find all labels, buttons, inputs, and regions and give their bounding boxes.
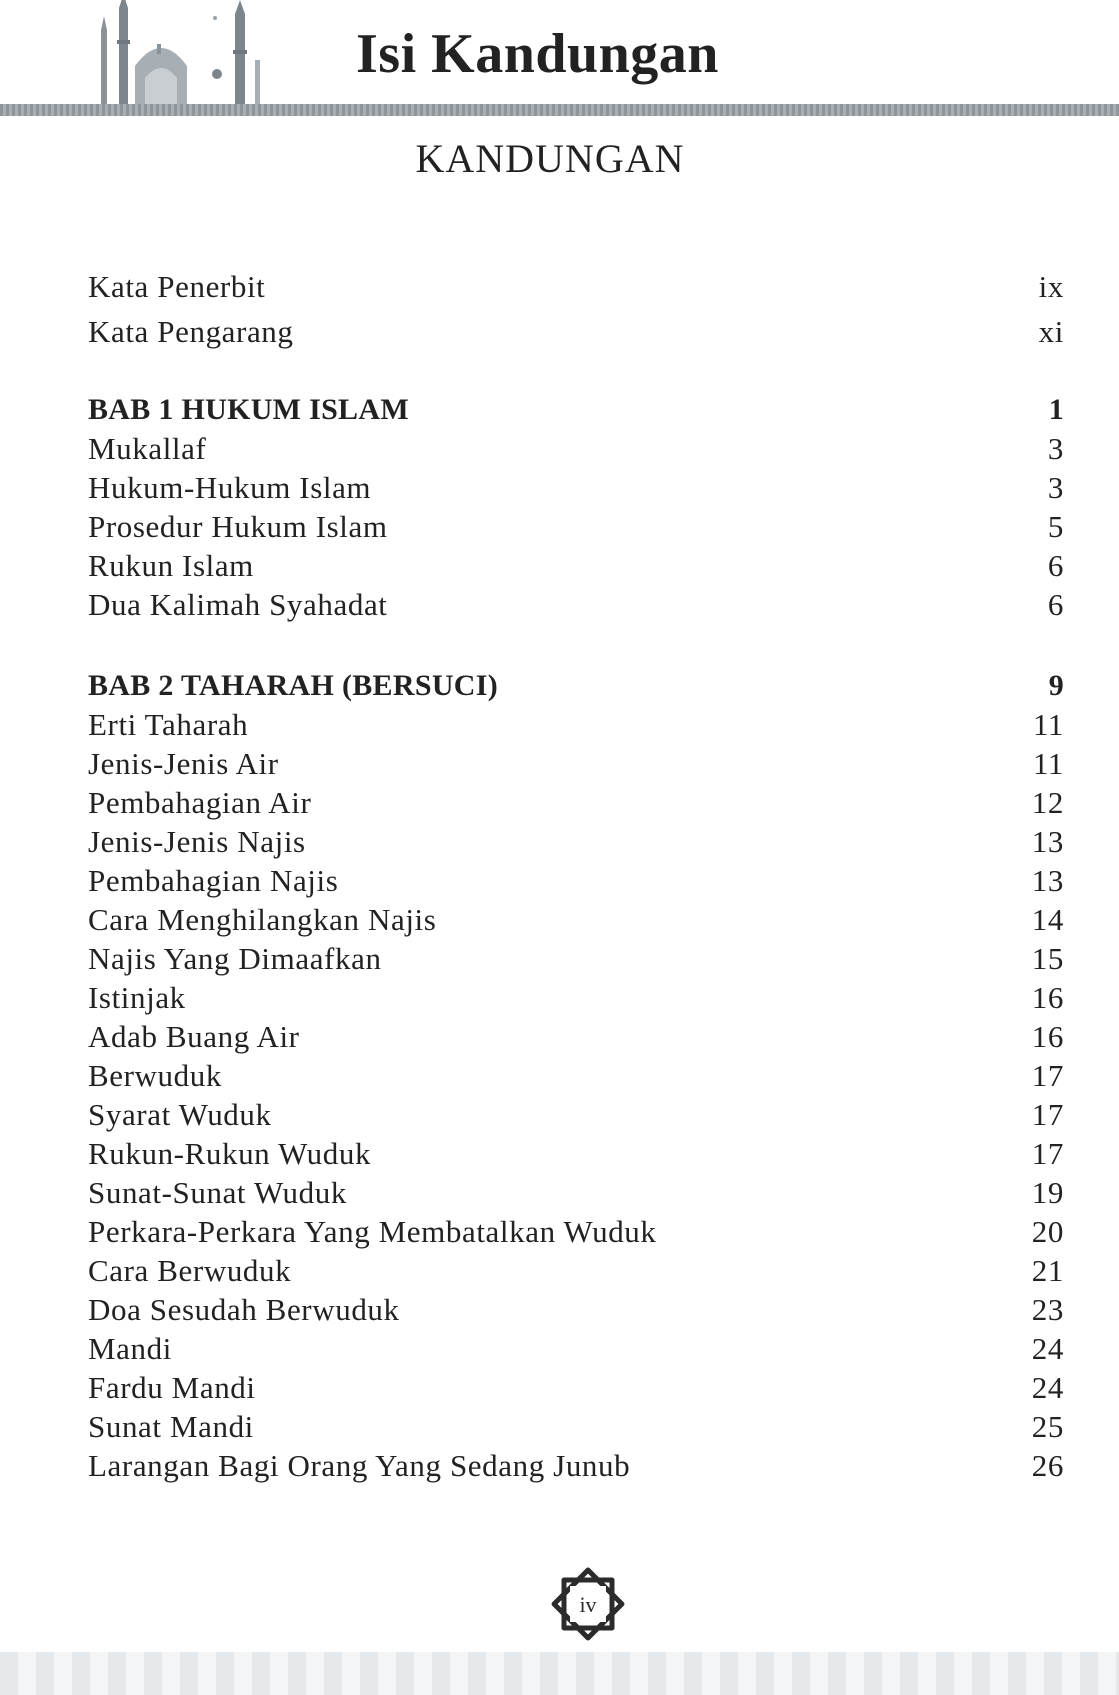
toc-entry[interactable] [88,900,1064,939]
toc-entry-label: Hukum-Hukum Islam [88,470,372,505]
toc-entry-page: 19 [1031,1175,1064,1210]
toc-entry[interactable] [88,705,1064,744]
toc-entry-page: 13 [1031,824,1064,859]
toc-entry[interactable] [88,267,1064,312]
toc-entry-page: 16 [1031,1019,1064,1054]
toc-entry-page: 3 [1047,470,1064,505]
toc-entry-label: Cara Berwuduk [88,1253,292,1288]
toc-entry[interactable] [88,1056,1064,1095]
toc-entry-label: Berwuduk [88,1058,222,1093]
toc-entry[interactable] [88,312,1064,357]
chapter-page: 1 [1048,393,1064,426]
toc-entry-page: 13 [1031,863,1064,898]
toc-entry-label: Rukun-Rukun Wuduk [88,1136,372,1171]
toc-entry-label: Pembahagian Air [88,785,312,820]
toc-entry-label: Prosedur Hukum Islam [88,509,388,544]
toc-entry-page: 14 [1031,902,1064,937]
toc-entry-label: Perkara-Perkara Yang Membatalkan Wuduk [88,1214,657,1249]
toc-entry-page: 25 [1031,1409,1064,1444]
toc-entry[interactable] [88,1212,1064,1251]
toc-entry-page: 23 [1031,1292,1064,1327]
toc-entry-page: 11 [1032,746,1064,781]
toc-entry-label: Rukun Islam [88,548,254,583]
header-title: Isi Kandungan [356,23,719,85]
toc-entry[interactable] [88,1407,1064,1446]
toc-entry-page: 17 [1031,1136,1064,1171]
toc-entry-page: 5 [1047,509,1064,544]
toc-entry[interactable] [88,429,1064,468]
toc-entry[interactable] [88,1017,1064,1056]
toc-entry-page: 17 [1031,1058,1064,1093]
toc-entry-label: Pembahagian Najis [88,863,339,898]
toc-entry[interactable] [88,978,1064,1017]
toc-entry-page: 17 [1031,1097,1064,1132]
toc-entry-page: 3 [1047,431,1064,466]
toc-entry[interactable] [88,468,1064,507]
header-divider [0,104,1119,116]
toc-entry[interactable] [88,1173,1064,1212]
toc-entry[interactable] [88,1134,1064,1173]
toc-entry[interactable] [88,822,1064,861]
toc-entry[interactable] [88,585,1064,624]
toc-entry-label: Dua Kalimah Syahadat [88,587,388,622]
toc-entry-label: Najis Yang Dimaafkan [88,941,382,976]
toc-entry[interactable] [88,1368,1064,1407]
toc-entry[interactable] [88,939,1064,978]
toc-entry-page: 26 [1031,1448,1064,1483]
toc-entry-label: Sunat Mandi [88,1409,254,1444]
toc-entry-label: Mandi [88,1331,172,1366]
toc-entry[interactable] [88,1329,1064,1368]
toc-entry[interactable] [88,546,1064,585]
chapter-page: 9 [1048,669,1064,702]
footer-decoration [0,1652,1119,1695]
toc-entry-page: 6 [1047,587,1064,622]
chapter-heading[interactable] [88,390,1064,429]
toc-entry[interactable] [88,1251,1064,1290]
toc-entry-label: Sunat-Sunat Wuduk [88,1175,347,1210]
page-number: iv [579,1592,597,1617]
chapter-2-section [88,666,1064,1485]
toc-entry[interactable] [88,861,1064,900]
toc-entry[interactable] [88,507,1064,546]
toc-entry[interactable] [88,1095,1064,1134]
toc-entry-label: Istinjak [88,980,186,1015]
toc-entry-page: 12 [1031,785,1064,820]
toc-entry-page: 20 [1031,1214,1064,1249]
front-matter-list [88,267,1064,357]
toc-entry-label: Cara Menghilangkan Najis [88,902,437,937]
toc-entry-page: xi [1038,314,1064,349]
toc-entry[interactable] [88,783,1064,822]
toc-entry-page: 16 [1031,980,1064,1015]
toc-entry-label: Jenis-Jenis Najis [88,824,306,859]
toc-entry-page: 15 [1031,941,1064,976]
toc-entry-label: Doa Sesudah Berwuduk [88,1292,400,1327]
toc-entry-label: Mukallaf [88,431,207,466]
toc-entry-label: Larangan Bagi Orang Yang Sedang Junub [88,1448,631,1483]
chapter-title: BAB 1 HUKUM ISLAM [88,393,409,426]
page-title: KANDUNGAN [415,136,685,181]
toc-entry[interactable] [88,744,1064,783]
toc-entry-label: Kata Pengarang [88,314,294,349]
toc-entry-label: Jenis-Jenis Air [88,746,279,781]
toc-entry-label: Erti Taharah [88,707,249,742]
toc-entry-page: ix [1038,269,1064,304]
toc-entry-page: 24 [1031,1370,1064,1405]
toc-entry-page: 11 [1032,707,1064,742]
toc-entry-page: 21 [1031,1253,1064,1288]
toc-entry-page: 24 [1031,1331,1064,1366]
toc-entry[interactable] [88,1446,1064,1485]
toc-entry-label: Fardu Mandi [88,1370,256,1405]
toc-entry-page: 6 [1047,548,1064,583]
mosque-icon [95,0,285,108]
page-header [0,0,1119,120]
toc-entry-label: Kata Penerbit [88,269,266,304]
toc-entry-label: Adab Buang Air [88,1019,300,1054]
toc-entry-label: Syarat Wuduk [88,1097,272,1132]
chapter-1-section [88,390,1064,624]
chapter-heading[interactable] [88,666,1064,705]
toc-entry[interactable] [88,1290,1064,1329]
chapter-title: BAB 2 TAHARAH (BERSUCI) [88,669,499,702]
page-number-ornament [540,1556,636,1652]
